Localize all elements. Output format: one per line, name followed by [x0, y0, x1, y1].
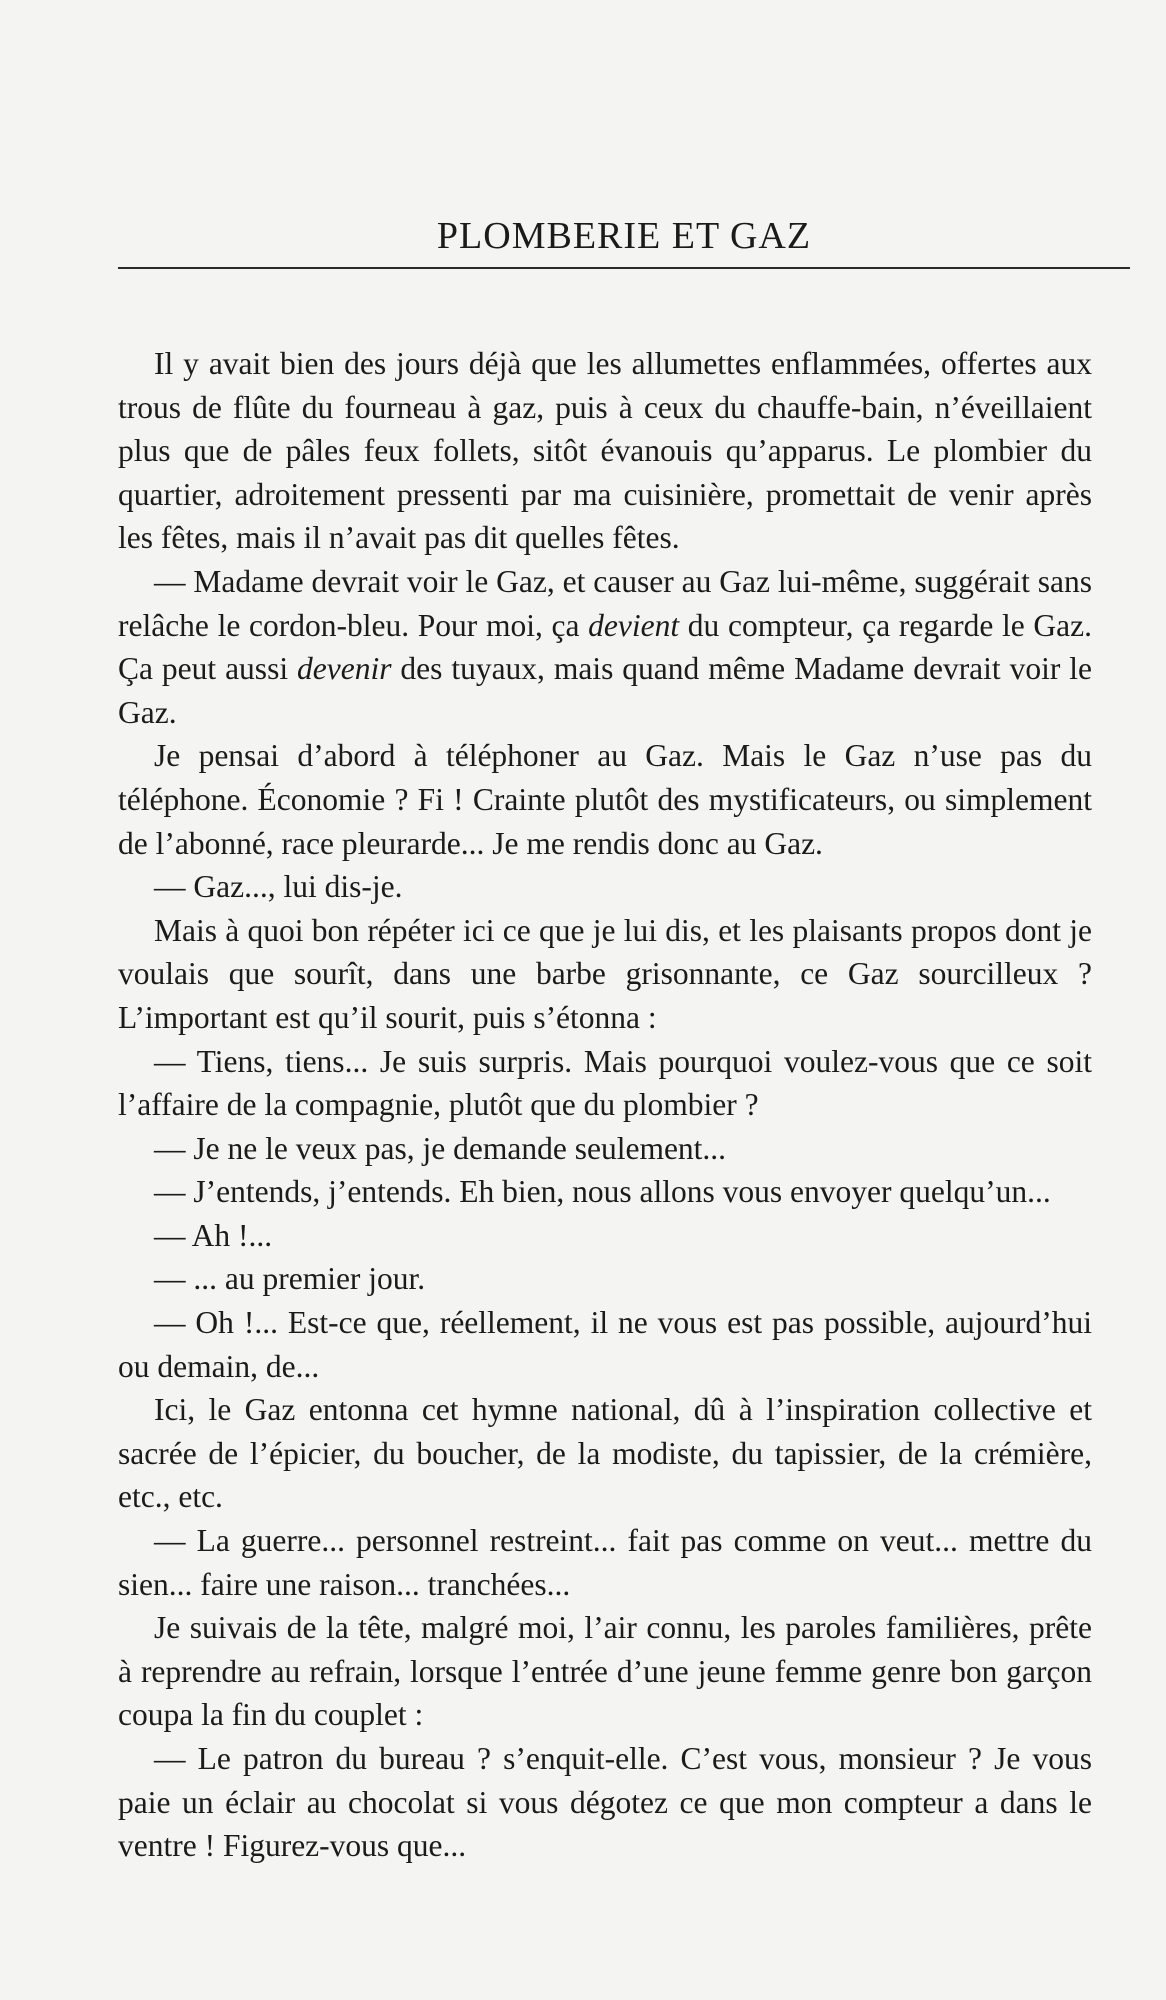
paragraph-2: — Madame devrait voir le Gaz, et causer au Gaz lui-même, suggérait sans relâche le cordon-bleu. Pour moi, ça devient du compteur, ça regarde le Gaz. Ça peut aussi devenir des tuyaux, mais quand même Madame devrait voir le Gaz.	[118, 563, 1092, 730]
emphasis-devient: devient	[588, 607, 680, 643]
body-text	[118, 342, 1092, 1868]
paragraph-7: — Je ne le veux pas, je demande seulement...	[154, 1130, 727, 1166]
paragraph-3: Je pensai d’abord à téléphoner au Gaz. Mais le Gaz n’use pas du téléphone. Économie ? Fi ! Crainte plutôt des mystificateurs, ou simplement de l’abonné, race pleurarde... Je me rendis donc au Gaz.	[118, 738, 1092, 861]
paragraph-1: Il y avait bien des jours déjà que les allumettes enflammées, offertes aux trous de flûte du fourneau à gaz, puis à ceux du chauffe-bain, n’éveillaient plus que de pâles feux follets, sitôt évanouis qu’apparus. Le plombier du quartier, adroitement pressenti par ma cuisinière, promettait de venir après les fêtes, mais il n’avait pas dit quelles fêtes.	[118, 346, 1092, 556]
paragraph-8: — J’entends, j’entends. Eh bien, nous allons vous envoyer quelqu’un...	[154, 1174, 1051, 1210]
chapter-title: PLOMBERIE ET GAZ	[436, 215, 812, 257]
paragraph-11: — Oh !... Est-ce que, réellement, il ne vous est pas possible, aujourd’hui ou demain, de...	[118, 1305, 1092, 1384]
title-rule	[118, 267, 1130, 269]
paragraph-12: Ici, le Gaz entonna cet hymne national, dû à l’inspiration collective et sacrée de l’épicier, du boucher, de la modiste, du tapissier, de la crémière, etc., etc.	[118, 1392, 1092, 1515]
paragraph-13: — La guerre... personnel restreint... fait pas comme on veut... mettre du sien... faire une raison... tranchées...	[118, 1523, 1092, 1602]
paragraph-9: — Ah !...	[154, 1217, 273, 1253]
emphasis-devenir: devenir	[297, 651, 392, 687]
paragraph-4: — Gaz..., lui dis-je.	[154, 869, 403, 905]
paragraph-14: Je suivais de la tête, malgré moi, l’air connu, les paroles familières, prête à reprendre au refrain, lorsque l’entrée d’une jeune femme genre bon garçon coupa la fin du couplet :	[118, 1610, 1092, 1733]
paragraph-5: Mais à quoi bon répéter ici ce que je lui dis, et les plaisants propos dont je voulais que sourît, dans une barbe grisonnante, ce Gaz sourcilleux ? L’important est qu’il sourit, puis s’étonna :	[118, 912, 1092, 1035]
paragraph-10: — ... au premier jour.	[154, 1261, 426, 1297]
paragraph-6: — Tiens, tiens... Je suis surpris. Mais pourquoi voulez-vous que ce soit l’affaire de la compagnie, plutôt que du plombier ?	[118, 1043, 1092, 1123]
paragraph-15: — Le patron du bureau ? s’enquit-elle. C’est vous, monsieur ? Je vous paie un éclair au chocolat si vous dégotez ce que mon compteur a dans le ventre ! Figurez-vous que...	[118, 1741, 1092, 1864]
